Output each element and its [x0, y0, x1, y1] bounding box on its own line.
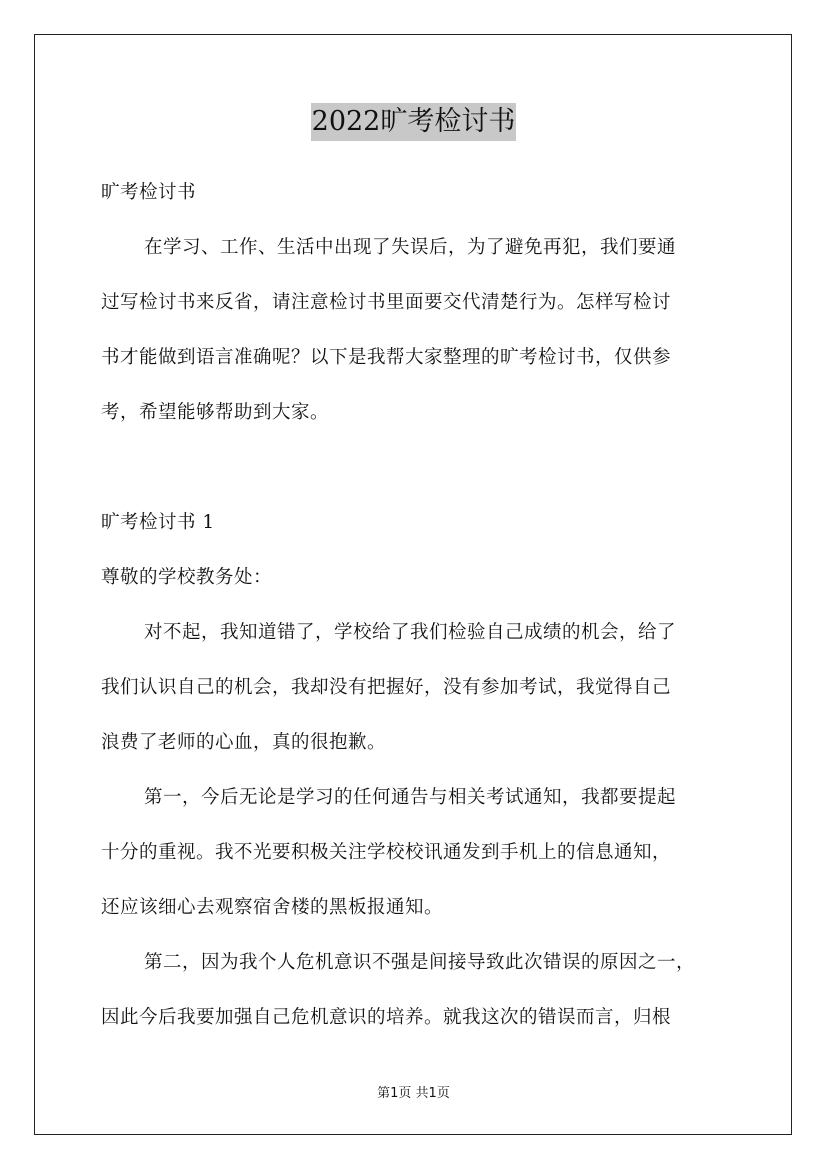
intro-heading: 旷考检讨书	[101, 182, 197, 203]
title-container	[0, 103, 827, 141]
paragraph-line: 因此今后我要加强自己危机意识的培养。就我这次的错误而言，归根	[101, 1007, 672, 1028]
paragraph-line: 浪费了老师的心血，真的很抱歉。	[101, 732, 387, 753]
section-title: 旷考检讨书 1	[101, 512, 215, 533]
paragraph-line: 第一，今后无论是学习的任何通告与相关考试通知，我都要提起	[144, 787, 677, 808]
paragraph-line: 还应该细心去观察宿舍楼的黑板报通知。	[101, 897, 444, 918]
document-title: 2022旷考检讨书	[311, 103, 517, 141]
paragraph-line: 第二，因为我个人危机意识不强是间接导致此次错误的原因之一，	[144, 952, 696, 973]
document-body	[101, 165, 741, 1045]
spacer	[101, 440, 741, 495]
paragraph-line: 对不起，我知道错了，学校给了我们检验自己成绩的机会，给了	[144, 622, 677, 643]
intro-line: 考，希望能够帮助到大家。	[101, 402, 330, 423]
paragraph-line: 十分的重视。我不光要积极关注学校校讯通发到手机上的信息通知，	[101, 842, 672, 863]
intro-line: 书才能做到语言准确呢？以下是我帮大家整理的旷考检讨书，仅供参	[101, 347, 672, 368]
paragraph-line: 我们认识自己的机会，我却没有把握好，没有参加考试，我觉得自己	[101, 677, 672, 698]
salutation: 尊敬的学校教务处：	[101, 567, 273, 588]
page-number-footer: 第1页 共1页	[377, 1086, 450, 1101]
intro-line: 在学习、工作、生活中出现了失误后，为了避免再犯，我们要通	[144, 237, 677, 258]
intro-line: 过写检讨书来反省，请注意检讨书里面要交代清楚行为。怎样写检讨	[101, 292, 672, 313]
